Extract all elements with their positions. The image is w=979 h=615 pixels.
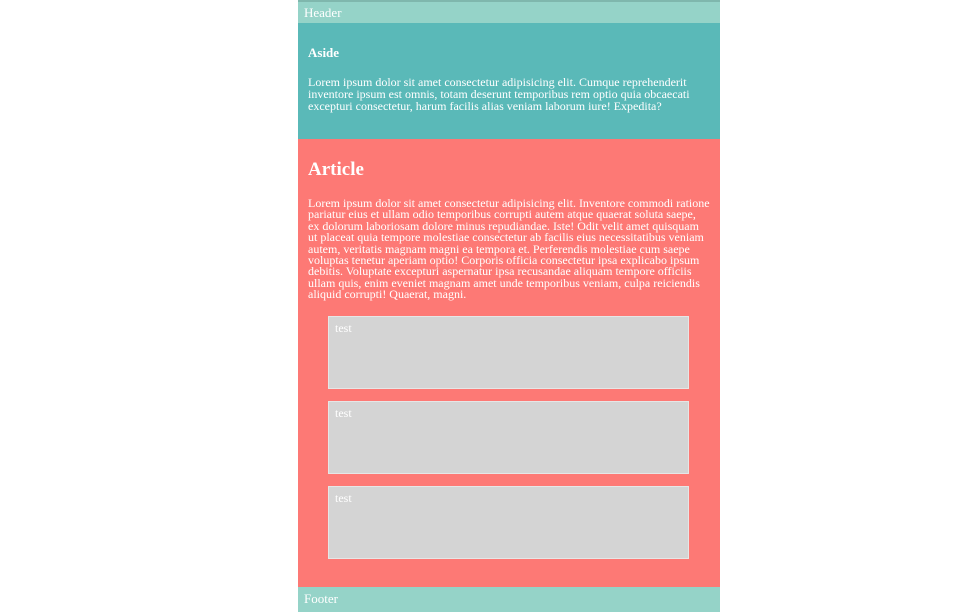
- test-box: [328, 316, 689, 389]
- page-header: [298, 0, 720, 23]
- article-text: Lorem ipsum dolor sit amet consectetur adipisicing elit. Inventore commodi ratione pariatur eius et ullam odio temporibus corrupti autem atque quaerat soluta saepe, ex dolorum laboriosam dolore minus repudiandae. Iste! Odit velit amet quisquam ut placeat quia tempore molestiae consectetur ab facilis eius necessitatibus veniam autem, veritatis magnam magni ea tempora et. Perferendis molestiae cum saepe voluptas tenetur aperiam optio! Corporis officia consectetur ipsa explicabo ipsum debitis. Voluptate excepturi aspernatur ipsa recusandae aliquam tempore officiis ullam quis, enim eveniet magnam amet unde temporibus veniam, culpa reiciendis aliquid corrupti! Quaerat, magni.: [308, 196, 710, 302]
- header-label: Header: [304, 5, 342, 20]
- article-section: [298, 139, 720, 587]
- test-box-label: test: [335, 490, 352, 505]
- test-box-label: test: [335, 320, 352, 335]
- test-box-label: test: [335, 405, 352, 420]
- footer-label: Footer: [304, 591, 338, 606]
- aside-title: Aside: [308, 45, 340, 60]
- article-title: Article: [308, 159, 364, 180]
- test-box: [328, 401, 689, 474]
- aside-section: [298, 23, 720, 139]
- page-footer: [298, 587, 720, 612]
- test-box: [328, 486, 689, 559]
- test-box-list: [308, 316, 710, 559]
- aside-text: Lorem ipsum dolor sit amet consectetur adipisicing elit. Cumque reprehenderit inventore ipsum est omnis, totam deserunt temporibus rem optio quia obcaecati excepturi consectetur, harum facilis alias veniam laborum iure! Expedita?: [308, 75, 690, 113]
- page-container: [298, 0, 720, 612]
